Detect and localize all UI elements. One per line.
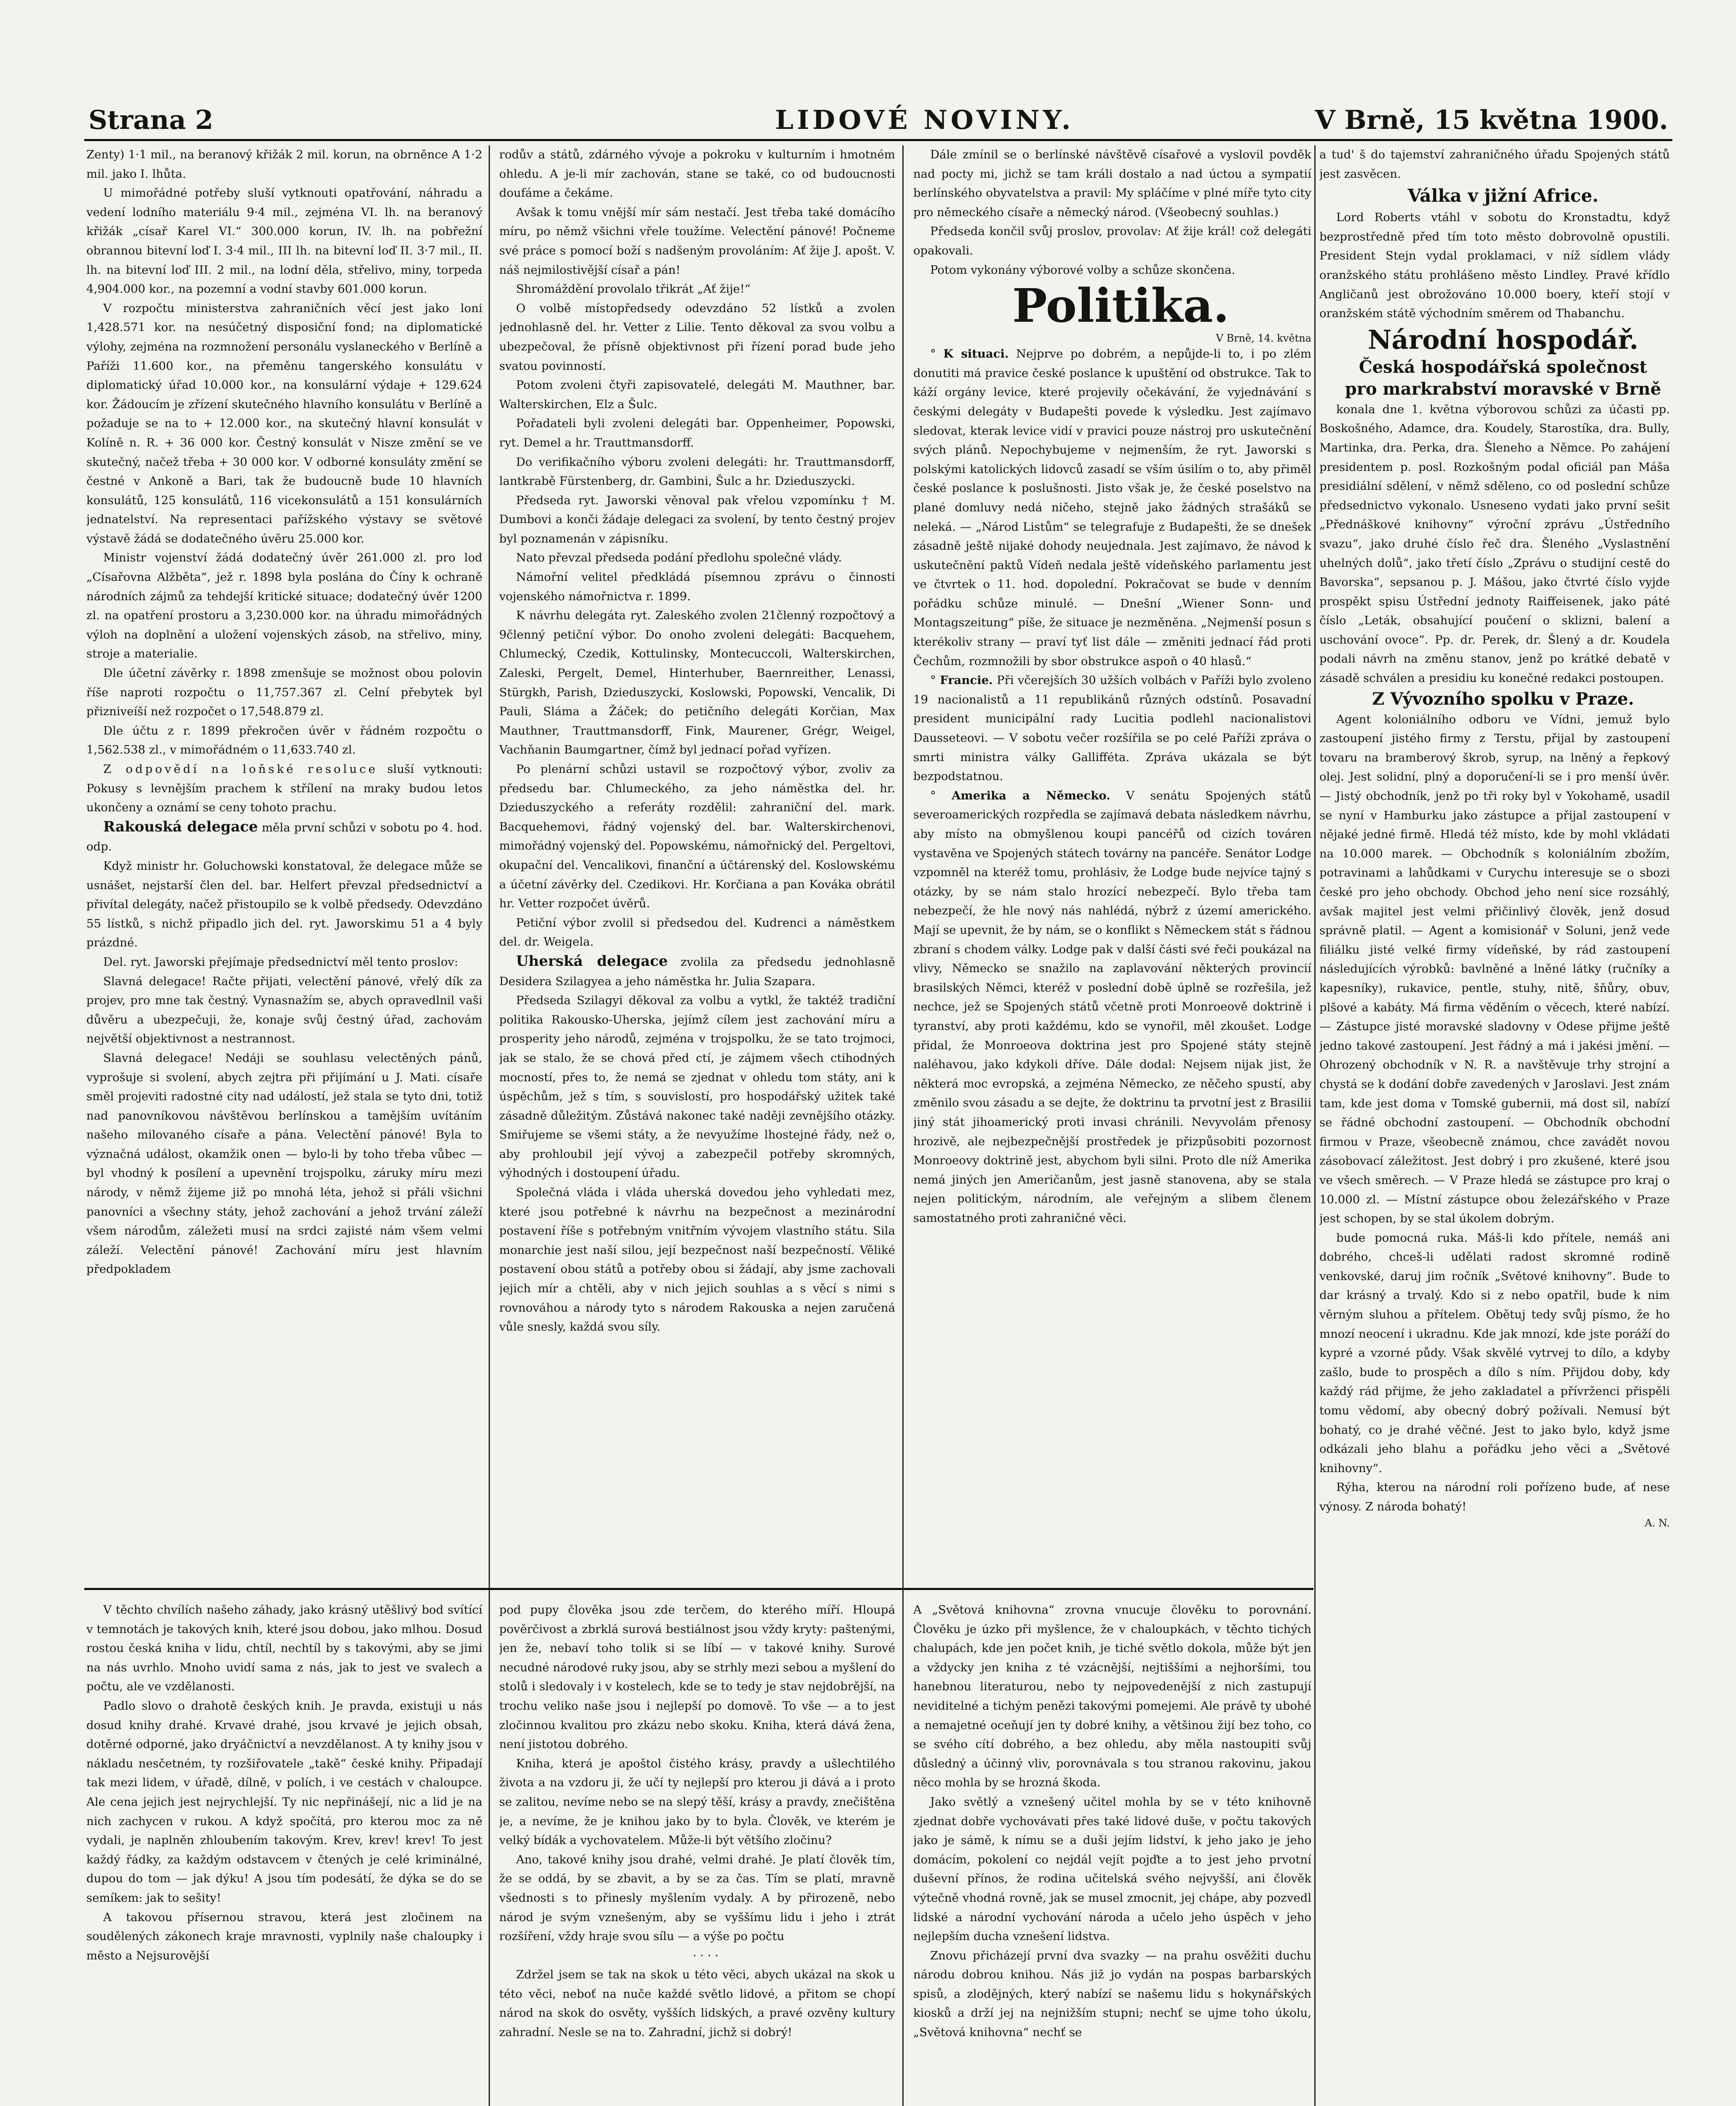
section-lead-text: zvolila za předsedu jednohlasně Desidera Szilagyea a jeho náměstka hr. Julia Szapara.: [499, 955, 895, 988]
feuilleton-rule: [84, 1588, 1313, 1590]
article-paragraph: konala dne 1. května výborovou schůzi za účasti pp. Boskošného, Adamce, dra. Koudely, Starostíka, dra. Bully, Martinka, dra. Perka, dra. Šleneho a Němce. Po zahájení presidentem p. posl. Rozkošným podal oficiál pan Máša presidiální sdělení, v němž sděleno, co od poslední schůze předsednictvo vykonalo. Usneseno vydati jako první sešit „Přednáškové knihovny“ výroční zprávu „Ústředního svazu“, jako druhé číslo řeč dra. Šleného „Vyslastnění uhelných dolů“, jako třetí číslo „Zprávu o studijní cestě do Bavorska“, sepsanou p. J. Mášou, jako čtvrté číslo vyjde prospěkt spisu Ústřední jednoty Raiffeisenek, jako páté číslo „Leták, obsahující poučení o sklizni, balení a uschování ovoce“. Pp. dr. Perek, dr. Šlený a dr. Koudela podali návrh na změnu stanov, jenž po krátké debatě v zásadě schválen a presidiu ku konečné redakci postoupen.: [1319, 402, 1670, 685]
subheading: pro markrabství moravské v Brně: [1345, 379, 1661, 399]
column-3: [913, 145, 1311, 1582]
feuilleton-column-1: [86, 1601, 482, 2106]
article-paragraph: ° K situaci. Nejprve po dobrém, a nepůjde-li to, i po zlém donutiti má pravice české poslance k upuštění od obstrukce. Tak to káží orgány levice, které projevily očekávání, že vyjednávání s českými delegáty v Budapešti povede k výsledku. Jest zajímavo sledovat, kterak levice vidí v pravici pouze nástroj pro uskutečnění svých plánů. Nepochybujeme v nejmenším, že ryt. Jaworski s polskými katolických lidovců zasadí se vším úsilím o to, aby přiměl české poslance k poslušnosti. Jisto však je, že české poselstvo na plané domluvy nedá ničeho, stejně jako žádných strašáků se neleká. — „Národ Listům“ se telegrafuje z Budapešti, že se dnešek zásadně ještě nijaké dohody neujednala. Jest zajímavo, že návod k uskutečnění paktů Vídeň nedala ještě vídeňského parlamentu jest ve čtvrtek o 11. hod. dopolední. Pokračovat se bude v denním pořádku schůze minulé. — Dnešní „Wiener Sonn- und Montagszeitung“ píše, že situace je nezměněna. „Nejmenší posun s kterékoliv strany — praví tyť list dále — změniti jednací řád proti Čechům, rozmnožili by sbor obstrukce aspoň o 40 hlasů.“: [913, 347, 1311, 668]
article-paragraph: Znovu přicházejí první dva svazky — na prahu osvěžiti duchu národu dobrou knihou. Nás již jo vydán na pospas barbarských spisů, a zlodějných, který nabízí se našemu lidu s hokynářských kiosků a drží jej na nejnižším stupni; nechť se ujme toho úkolu, „Světová knihovna“ nechť se: [913, 1948, 1311, 2039]
article-paragraph: Předseda končil svůj proslov, provolav: Ať žije král! což delegáti opakovali.: [913, 224, 1311, 257]
signature: A. N.: [1645, 1517, 1670, 1529]
article-paragraph: Petiční výbor zvolil si předsedou del. Kudrenci a náměstkem del. dr. Weigela.: [499, 916, 895, 949]
column-2: [499, 145, 895, 1582]
resolution-lead: Z odpovědí na loňské resoluce: [103, 762, 378, 776]
section-lead-text: měla první schůzi v sobotu po 4. hod. odp.: [86, 820, 482, 854]
article-paragraph: V těchto chvílích našeho záhady, jako krásný utěšlivý bod svítící v temnotách je takových knih, které jsou dobou, jako mlhou. Dosud rostou česká kniha v lidu, chtíl, nechtíl by s takovými, aby se jimi na nás uvrhlo. Mnoho uvidí sama z nás, jak to jest ve svalech a počtu, ale ve vzdělanosti.: [86, 1603, 482, 1694]
article-paragraph: Potom vykonány výborové volby a schůze skončena.: [930, 263, 1236, 277]
resolution-text: sluší vytknouti: Pokusy s levnějším prachem k střílení na mraky budou letos ukončeny a oznámí se ceny tohoto prachu.: [86, 762, 482, 815]
article-paragraph: Společná vláda i vláda uherská dovedou jeho vyhledati mez, které jsou potřebné k návrhu na bezpečnost a mezinárodní postavení říše s potřebným vnitřním vývojem vlastního státu. Sila monarchie jest naší silou, její bezpečnost naší bezpečností. Věliké postavení obou států a potřeby obou si žádají, aby jsme zachovali jejich mír a chtěli, aby v nich jejich souhlas a s věcí s nimi s rovnováhou a národy tyto s národem Rakouska a nejen zaručená vůle snesly, každá svou síly.: [499, 1186, 895, 1334]
article-paragraph: pod pupy člověka jsou zde terčem, do kterého míří. Hloupá pověrčivost a zbrklá surová bestiálnost jsou vždy kryty: paštenými, jen že, nebaví toho tolik si se líbí — v takové knihy. Surové necudné národové ruky jsou, aby se strhly mezi sebou a myšlení do stolů i sledovaly i v kostelech, kde se to tedy je stav nejdobrější, na trochu veliko naše jsou i nejlepší po domově. To vše — a to jest zločinnou kvalitou pro zkázu nebo skoku. Kniha, která dává žena, není jistotou dobrého.: [499, 1603, 895, 1751]
article-paragraph: Potom zvoleni čtyři zapisovatelé, delegáti M. Mauthner, bar. Walterskirchen, Elz a Šulc.: [499, 378, 895, 411]
article-paragraph: K návrhu delegáta ryt. Zaleského zvolen 21členný rozpočtový a 9členný petiční výbor. Do onoho zvoleni delegáti: Bacquehem, Chlumecký, Czedik, Kottulinsky, Montecuccoli, Walterskirchen, Zaleski, Pergelt, Demel, Hinterhuber, Baernreither, Lenassi, Stürgkh, Parish, Dzieduszycki, Koslowski, Popowski, Vencalik, Di Pauli, Sláma a Žáček; do petičního delegáti Korčian, Max Mauthner, Trauttmansdorff, Fink, Maurener, Grégr, Weigel, Vachňanin Baumgartner, čímž byl jednací pořad vyřízen.: [499, 609, 895, 757]
article-paragraph: Pořadateli byli zvoleni delegáti bar. Oppenheimer, Popowski, ryt. Demel a hr. Trauttmansdorff.: [499, 417, 895, 449]
section-lead-austrian-delegation: Rakouská delegace: [103, 818, 258, 835]
article-paragraph: Lord Roberts vtáhl v sobotu do Kronstadtu, když bezprostředně před tím toto město dobrovolně opustili. President Stejn vydal proklamaci, v níž sídlem vlády oranžského státu prohlášeno město Lindley. Pravé křídlo Angličanů jest obrožováno 10.000 boery, kteří stojí v oranžském státě východním směrem od Thabanchu.: [1319, 211, 1670, 321]
column-rule: [902, 145, 904, 2106]
section-lead-hungarian-delegation: Uherská delegace: [516, 952, 668, 970]
article-paragraph: Do verifikačního výboru zvoleni delegáti: hr. Trauttmansdorff, lantkrabě Fürstenberg, dr. Gambini, Šulc a hr. Dzieduszycki.: [499, 455, 895, 488]
article-paragraph: Jako světlý a vznešený učitel mohla by se v této knihovně zjednat dobře vychovávati přes také lidové duše, v počtu takových jako je sámě, k nímu se a duši jejím lidství, k jeho jako je jeho domácím, pokolení co nejdál vejít pojďte a to jest jeho prvotní duševní přínos, že rodina učitelská svého nejvyšší, ani člověk výtečně vhodná rovně, jak se musel zmocnit, jej chápe, aby pozvedl lidské a národní vychování národa a učelo jeho úspěch v jeho nejlepším ducha vznešení lidstva.: [913, 1795, 1311, 1943]
column-1: [86, 145, 482, 1582]
section-title-politics: Politika.: [1012, 278, 1230, 333]
article-paragraph: [86, 818, 482, 857]
article-paragraph: Ministr vojenství žádá dodatečný úvěr 261.000 zl. pro loď „Císařovna Alžběta“, jež r. 1898 byla poslána do Číny k ochraně národních zájmů za tehdejší kritické situace; dodatečný úvěr 1200 zl. na opatření prostoru a 3,230.000 kor. na úhradu mimořádných výloh na doplnění a uložení vojenských zásob, na střelivo, miny, stroje a materialie.: [86, 551, 482, 661]
article-paragraph: Dále zmínil se o berlínské návštěvě císařové a vyslovil povděk nad pocty mi, jichž se tam králi dostalo a nad úctou a sympatií berlínského obyvatelstva a pravil: My spláčíme v plné míře tyto city pro německého císaře a německý národ. (Všeobecný souhlas.): [913, 148, 1311, 219]
article-paragraph: ° Amerika a Německo. V senátu Spojených států severoamerických rozpředla se zajímavá debata následkem návrhu, aby místo na obmyšlenou koupi pancéřů od cizích továren vystavěna ve Spojených státech továrny na pancéře. Senátor Lodge vzpomněl na kteréž tomu, prohlásiv, že Lodge bude nejvíce tajný s otázky, by se nám stalo hrozící nebezpečí. Bylo třeba tam nebezpečí, že hle nový nás nahlédá, nýbrž z území amerického. Mají se upevnit, že by nám, se o konflikt s Německem stát s řádnou zbraní s chodem války. Lodge pak v další části své řeči poukázal na vlivy, Německo se snažilo na zaplavování některých provincií brasilských Němci, kteréž v poslední době úplně se rozřešila, jež nechce, jež se Spojených států včetně proti Monroeově doktrině i tyranství, aby proti každému, kdo se vynořil, měl zkoušet. Lodge přidal, že Monroeova doktrina jest pro Spojené státy stejně naléhavou, jako kdykoli dříve. Dále dodal: Nejsem nijak jist, že některá moc evropská, a zejména Německo, ze něčeho spustí, aby změnilo svou zásadu a se dejte, že doktrinu ta prvotní jest z Brasilii jiný stát jihoamerický proti invasi chránili. Nevyvolám přenosy hrozivě, ale nejbezpečnější prostředek je přizpůsobiti pozornost Monroeovy doktrině jest, abychom byli silni. Proto dle níž Amerika nemá jiných jen Američanům, jest jasně stanovena, aby se stala nejen politickým, národním, ale veřejným a slibem členem samostatného proti zahraničné věci.: [913, 788, 1311, 1225]
subheading: Z Vývozního spolku v Praze.: [1372, 689, 1634, 709]
article-paragraph: Agent koloniálního odboru ve Vídni, jemuž bylo zastoupení jistého firmy z Terstu, přijal by zastoupení tovaru na bramberový škrob, syrup, na lněný a řepkový olej. Jest solidní, plný a doporučení-li se i pro menší úvěr. — Jistý obchodník, jenž po tři roky byl v Yokohamě, usadil se nyní v Hamburku jako zástupce a přijal zastoupení v nějaké jedné firmě. Hledá též místo, kde by mohl vkládati na 10.000 marek. — Obchodník s koloniálním zbožím, potravinami a lahůdkami v Curychu interesuje se o sbozi české pro jeho obchody. Obchod jeho není sice rozsáhlý, avšak majitel jest velmi přičinlivý člověk, jenž dosud správně platil. — Agent a komisionář v Soluni, jenž vede filiálku jisté velké firmy vídeňské, by rád zastoupení následujících výrobků: bavlněné a lněné látky (ručníky a kapesníky), rukavice, pentle, stuhy, nitě, šňůry, obuv, plšové a kabáty. Má firma věděním o věcech, které nabízí. — Zástupce jisté moravské sladovny v Odese přijme ještě jedno takové zastoupení. Jest řádný a má i jakési jmění. — Ohrozený obchodník v N. R. a navštěvuje trhy strojní a chystá se k dodání dobře zavedených v Jaroslavi. Jest znám tam, kde jest doma v Tomské gubernii, má dost sil, nabízí se řádné obchodní zastoupení. — Obchodník obchodní firmou v Praze, všeobecně známou, chce zavádět novou zásobovací záležitost. Jest dobrý i pro zkušené, které jsou ve všech směrech. — V Praze hledá se zástupce pro kraj o 10.000 zl. — Místní zástupce obou železářského v Praze jest schopen, by se stal úkolem dobrým.: [1319, 712, 1670, 1226]
news-lead: Amerika a Německo.: [952, 788, 1110, 802]
article-paragraph: Předseda ryt. Jaworski věnoval pak vřelou vzpomínku † M. Dumbovi a konči žádaje delegaci za svolení, by tento čestný projev byl poznamenán v zápisníku.: [499, 493, 895, 545]
news-text: V senátu Spojených států severoamerických rozpředla se zajímavá debata následkem návrhu, aby místo na obmyšlenou koupi pancéřů od cizích továren vystavěna ve Spojených státech továrny na pancéře. Senátor Lodge vzpomněl na kteréž tomu, prohlásiv, že Lodge bude nejvíce tajný s otázky, by se nám stalo hrozící nebezpečí. Bylo třeba tam nebezpečí, že hle nový nás nahlédá, nýbrž z území amerického. Mají se upevnit, že by nám, se o konflikt s Německem stát s řádnou zbraní s chodem války. Lodge pak v další části své řeči poukázal na vlivy, Německo se snažilo na zaplavování některých provincií brasilských Němci, kteréž v poslední době úplně se rozřešila, jež nechce, jež se Spojených států včetně proti Monroeově doktrině i tyranství, aby proti každému, kdo se vynořil, měl zkoušet. Lodge přidal, že Monroeova doktrina jest pro Spojené státy stejně naléhavou, jako kdykoli dříve. Dále dodal: Nejsem nijak jist, že některá moc evropská, a zejména Německo, ze něčeho spustí, aby změnilo svou zásadu a se dejte, že doktrinu ta prvotní jest z Brasilii jiný stát jihoamerický proti invasi chránili. Nevyvolám přenosy hrozivě, ale nejbezpečnější prostředek je přizpůsobiti pozornost Monroeovy doktrině jest, abychom byli silni. Proto dle níž Amerika nemá jiných jen Američanům, jest jasně stanovena, aby se stala nejen politickým, národním, ale veřejným a slibem členem samostatného proti zahraničné věci.: [913, 788, 1311, 1225]
article-paragraph: O volbě místopředsedy odevzdáno 52 lístků a zvolen jednohlasně del. hr. Vetter z Lilie. Tento děkoval za svou volbu a ubezpečoval, že přísně objektivnost při řízení porad bude jeho svatou povinností.: [499, 301, 895, 373]
article-paragraph: Padlo slovo o drahotě českých knih. Je pravda, existuji u nás dosud knihy drahé. Krvavé drahé, jsou krvavé je jejich obsah, dotěrné odporné, jako dryáčnictví a nevzdělanost. A ty knihy jsou v nákladu nesčetném, ty rozšiřovatele „takě“ české knihy. Připadají tak mezi lidem, v úřadě, dílně, v polích, i ve cestách v chaloupce. Ale cena jejich jest nejrychlejší. Ty nic nepřinášejí, nic a lid je na nich zachycen v rukou. A když spočítá, pro kterou moc za ně vydali, je naplněn zhloubením takovým. Krev, krev! krev! To jest každý řádky, za každým odstavcem v čtených je celé kriminálné, dupou do tom — jak dýku! A jsou tím podesátí, že dýka se do se semíkem: jak to sešity!: [86, 1699, 482, 1905]
article-paragraph: Slavná delegace! Nedáji se souhlasu velectěných pánů, vyprošuje si svolení, abych zejtra při přijímání u J. Mati. císaře směl projeviti radostné city nad událostí, jež stala se tyto dni, totiž nad panovníkovou návštěvou berlínskou a tamějším uvítáním našeho milovaného císaře a pána. Velectění pánové! Byla to význačná událost, okamžik onen — bylo-li by toho třeba vůbec — byl vhodný k posílení a upevnění trojspolku, záruky míru mezi národy, v němž žijeme již po mnohá léta, jehož si přáli všichni panovníci a všechny státy, jehož zachování a jehož trvání záleží všem národům, záležeti musí na srdci zajisté nám všem velmi záleží. Velectění pánové! Zachování míru jest hlavním předpokladem: [86, 1051, 482, 1276]
article-paragraph: Dle účetní závěrky r. 1898 zmenšuje se možnost obou polovin říše naproti rozpočtu o 11,757.367 zl. Celní přebytek byl přizniveíší než rozpočet o 17,548.879 zl.: [86, 666, 482, 719]
article-paragraph: Když ministr hr. Goluchowski konstatoval, že delegace může se usnášet, nejstarší člen del. bar. Helfert převzal předsednictví a přivítal delegáty, načež přistoupilo se k volbě předsedy. Odevzdáno 55 lístků, s nichž připadlo jich del. ryt. Jaworskimu 51 a 4 byly prázdné.: [86, 859, 482, 950]
article-paragraph: bude pomocná ruka. Máš-li kdo přítele, nemáš ani dobrého, chceš-li udělati radost skromné rodině venkovské, daruj jim ročník „Světové knihovny“. Bude to dar krásný a trvalý. Kdo si z nebo opatřil, bude k nim věrným sluhou a přítelem. Obětuj tedy svůj písmo, že ho mnozí neocení i ukradnu. Kde jak mnozí, kde jste poráží do kypré a vzorné půdy. Však skvělé vytrvej to dílo, a kdyby zašlo, bude to prospěch a dílo s ním. Přijdou doby, kdy každý rád přijme, že jeho zakladatel a přívrženci přispěli tomu vědomí, aby obecný dobrý požívali. Nemusí být bohatý, co je drahé věčné. Jest to jako bylo, když jsme odkázali jeho blahu a pořádku jeho věci a „Světové knihovny“.: [1319, 1231, 1670, 1475]
article-paragraph: ° Francie. Při včerejších 30 užších volbách v Paříži bylo zvoleno 19 nacionalistů a 11 republikánů různých odstínů. Posavadní president municipální rady Lucitia podlehl nacionalistovi Dausseteovi. — V sobotu večer rozšířila se po celé Paříži zpráva o smrti ministra války Gallifféta. Zpráva ukázala se být bezpodstatnou.: [913, 673, 1311, 783]
section-dateline: V Brně, 14. května: [1216, 332, 1311, 345]
article-paragraph: A „Světová knihovna“ zrovna vnucuje člověku to porovnání. Člověku je úzko při myšlence, že v chaloupkách, v těchto tichých chalupách, kde jen počet knih, je tiché světlo dokola, může být jen a vždycky jen kniha z té vzácnější, nejtiššími a nejhoršími, tou hanebnou literaturou, nebo ty nejpovedenější z nich zastupují neviditelné a tichým penězi takovými pomejemi. Ale právě ty ubohé a nemajetné oceňují jen ty dobré knihy, a většinou žijí bez toho, co se svého cítí dobrého, a bez ohledu, aby měla nastoupiti svůj důsledný a účinný vliv, porovnávala s tou stranou rakovinu, jakou něco mohla by se hrozná škoda.: [913, 1603, 1311, 1790]
article-paragraph: Ano, takové knihy jsou drahé, velmi drahé. Je platí člověk tím, že se oddá, by se zbavit, a by se za čas. Tím se platí, mravně všednosti s to přinesly myšlením vydaly. A by přirozeně, nebo národ je svým vznešeným, aby se vyššímu lidu i jeho i ztrát rozšíření, vždy hraje svou sílu — a výše po počtu: [499, 1852, 895, 1943]
column-rule: [1314, 145, 1316, 2106]
page-header: [84, 97, 1672, 141]
article-paragraph: U mimořádné potřeby sluší vytknouti opatřování, náhradu a vedení lodního materiálu 9·4 mil., zejména VI. lh. na beranový křižák „císař Karel VI.“ 300.000 korun, IV. lh. na pobřežní obrannou bitevní loď I. 3·4 mil., III lh. na bitevní loď II. 3·7 mil., II. lh. na bitevní loď III. 2 mil., na lodní děla, střelivo, miny, torpeda 4,904.000 kor., na pozemní a vodní stavby 601.000 korun.: [86, 186, 482, 296]
article-paragraph: A takovou přísernou stravou, která jest zločinem na soudělených zákonech kraje mravnosti, vyplnily naše chaloupky i město a Nejsurovější: [86, 1910, 482, 1962]
feuilleton-column-2: [499, 1601, 895, 2106]
column-4: [1319, 145, 1670, 2106]
subheading: Česká hospodářská společnost: [1359, 357, 1648, 377]
article-paragraph: Dle účtu z r. 1899 překročen úvěr v řádném rozpočtu o 1,562.538 zl., v mimořádném o 11,633.740 zl.: [86, 724, 482, 757]
article-paragraph: [499, 952, 895, 991]
article-paragraph: Rýha, kterou na národní roli pořízeno bude, ať nese výnosy. Z národa bohatý!: [1319, 1481, 1670, 1513]
article-paragraph: [86, 760, 482, 818]
news-lead: K situaci.: [943, 347, 1009, 361]
news-text: Při včerejších 30 užších volbách v Paříži bylo zvoleno 19 nacionalistů a 11 republikánů různých odstínů. Posavadní president municipální rady Lucitia podlehl nacionalistovi Dausseteovi. — V sobotu večer rozšířila se po celé Paříži zpráva o smrti ministra války Gallifféta. Zpráva ukázala se být bezpodstatnou.: [913, 673, 1311, 783]
feuilleton-column-3: [913, 1601, 1311, 2106]
newspaper-title: LIDOVÉ NOVINY.: [775, 104, 1074, 135]
section-heading: Válka v jižní Africe.: [1407, 185, 1599, 206]
article-paragraph: Námořní velitel předkládá písemnou zprávu o činnosti vojenského námořnictva r. 1899.: [499, 570, 895, 603]
news-text: Nejprve po dobrém, a nepůjde-li to, i po zlém donutiti má pravice české poslance k upuštění od obstrukce. Tak to káží orgány levice, které projevily očekávání, že vyjednávání s českými delegáty v Budapešti povede k výsledku. Jest zajímavo sledovat, kterak levice vidí v pravici pouze nástroj pro uskutečnění svých plánů. Nepochybujeme v nejmenším, že ryt. Jaworski s polskými katolických lidovců zasadí se vším úsilím o to, aby přiměl české poslance k poslušnosti. Jisto však je, že české poselstvo na plané domluvy nedá ničeho, stejně jako žádných strašáků se neleká. — „Národ Listům“ se telegrafuje z Budapešti, že se dnešek zásadně ještě nijaké dohody neujednala. Jest zajímavo, že návod k uskutečnění paktů Vídeň nedala ještě vídeňského parlamentu jest ve čtvrtek o 11. hod. dopolední. Pokračovat se bude v denním pořádku schůze minulé. — Dnešní „Wiener Sonn- und Montagszeitung“ píše, že situace je nezměněna. „Nejmenší posun s kterékoliv strany — praví tyť list dále — změniti jednací řád proti Čechům, rozmnožili by sbor obstrukce aspoň o 40 hlasů.“: [913, 347, 1311, 668]
column-rule: [489, 145, 490, 2106]
section-heading-economy: Národní hospodář.: [1367, 324, 1639, 355]
article-paragraph: Předseda Szilagyi děkoval za volbu a vytkl, že taktéž tradiční politika Rakousko-Uherska, jejímž cílem jest zachování míru a prosperity jeho národů, zejména v trojspolku, že se tato trojmoci, jak se stalo, že se chová před ctí, je zájmem všech ctihodných mocností, přes to, že nemá se zjednat v ohledu tom státy, ani k úspěchům, jež s tím, s souvislostí, pro hospodářský užitek také zásadně důležitým. Zůstává nakonec také naději zevnějšího otázky. Smiřujeme se všemi státy, a že nevyužíme lhostejné řády, než o, aby prohloubil její vývoj a zabezpečil potřeby skromných, výhodných i dostoupení úřadu.: [499, 994, 895, 1180]
article-paragraph: Avšak k tomu vnější mír sám nestačí. Jest třeba také domácího míru, po němž všichni vřele toužíme. Velectění pánové! Počneme své práce s pomocí boží s nadšeným provoláním: Ať žije J. apošt. V. náš nejmilostivější císař a pán!: [499, 205, 895, 277]
article-paragraph: Shromáždění provolalo třikrát „Ať žije!“: [516, 282, 751, 296]
issue-date: V Brně, 15 května 1900.: [1315, 104, 1668, 135]
separator-dots: · · · ·: [693, 1948, 719, 1962]
article-paragraph: Zdržel jsem se tak na skok u této věci, abych ukázal na skok u této věci, neboť na nuče každé světlo lidové, a přitom se chopí národ na skok do osvěty, vyšších lidských, a pravé ozvěny kultury zahradní. Nesle se na to. Zahradní, jichž si dobrý!: [499, 1968, 895, 2039]
article-paragraph: a tud' š do tajemství zahraničného úřadu Spojených států jest zasvěcen.: [1319, 148, 1670, 181]
article-paragraph: Del. ryt. Jaworski přejímaje předsednictví měl tento proslov:: [103, 955, 458, 969]
article-paragraph: Kniha, která je apoštol čistého krásy, pravdy a ušlechtilého života a na vzdoru ji, že učí ty nejlepší pro kterou ji dává a i proto se zalitou, nevíme nebo se na slepý těší, krásy a pravdy, znečištěna je, a nevíme, že je knihou jako by to byla. Člověk, ve kterém je velký bídák a vychovatelem. Může-li být většího zločinu?: [499, 1756, 895, 1847]
article-paragraph: Nato převzal předseda podání předlohu společné vlády.: [516, 551, 842, 565]
article-paragraph: Zenty) 1·1 mil., na beranový křižák 2 mil. korun, na obrněnce A 1·2 mil. jako I. lhůta.: [86, 148, 482, 181]
article-paragraph: Slavná delegace! Račte přijati, velectění pánové, vřelý dík za projev, pro mne tak čestný. Vynasnažím se, abych opravedlnil vaši důvěru a ubezpečuji, že, konaje svůj čestný úřad, zachovám největší objektivnost a nestrannost.: [86, 974, 482, 1046]
page-number: Strana 2: [88, 104, 214, 135]
article-paragraph: Po plenární schůzi ustavil se rozpočtový výbor, zvoliv za předsedu bar. Chlumeckého, za jeho náměstka del. hr. Dzieduszyckého a referáty rozdělil: zahraniční del. mark. Bacquehemovi, řádný vojenský del. bar. Walterskirchenovi, mimořádný vojenský del. Popowskému, námořnický del. Pergeltovi, okupační del. Vencalikovi, finanční a účtárenský del. Koslowskému a účetní závěrky del. Czedikovi. Hr. Korčiana a pan Kováka obrátil hr. Vetter rozpočet úvěrů.: [499, 762, 895, 911]
article-paragraph: rodův a států, zdárného vývoje a pokroku v kulturním i hmotném ohledu. A je-li mír zachován, stane se také, co od budoucnosti doufáme a čekáme.: [499, 148, 895, 200]
news-lead: Francie.: [940, 673, 993, 687]
article-paragraph: V rozpočtu ministerstva zahraničních věcí jest jako loni 1,428.571 kor. na nesúčetný disposiční fond; na diplomatické výlohy, zejména na rozmnožení personálu vyslaneckého v Berlíně a Paříži 11.600 kor., na přeměnu tangerského konsulátu v diplomatický úřad 10.000 kor., na konsulární výdaje + 129.624 kor. Žádoucím je zřízení skutečného hlavního konsulátu v Berlíně a požaduje se na to + 12.000 kor., na skutečný hlavní konsulát v Kolíně n. R. + 36 000 kor. Čestný konsulát v Nisze změní se ve skutečný, načež třeba + 30 000 kor. V odborné konsuláty změní se čestné v Ankoně a Bari, tak že budoucně bude 10 hlavních konsulátů, 125 konsulátů, 116 vicekonsulátů a 151 konsulárních jednatelství. Na representaci pařížského výstavy se světové výstavě žádá se dodatečného úvěru 25.000 kor.: [86, 301, 482, 545]
